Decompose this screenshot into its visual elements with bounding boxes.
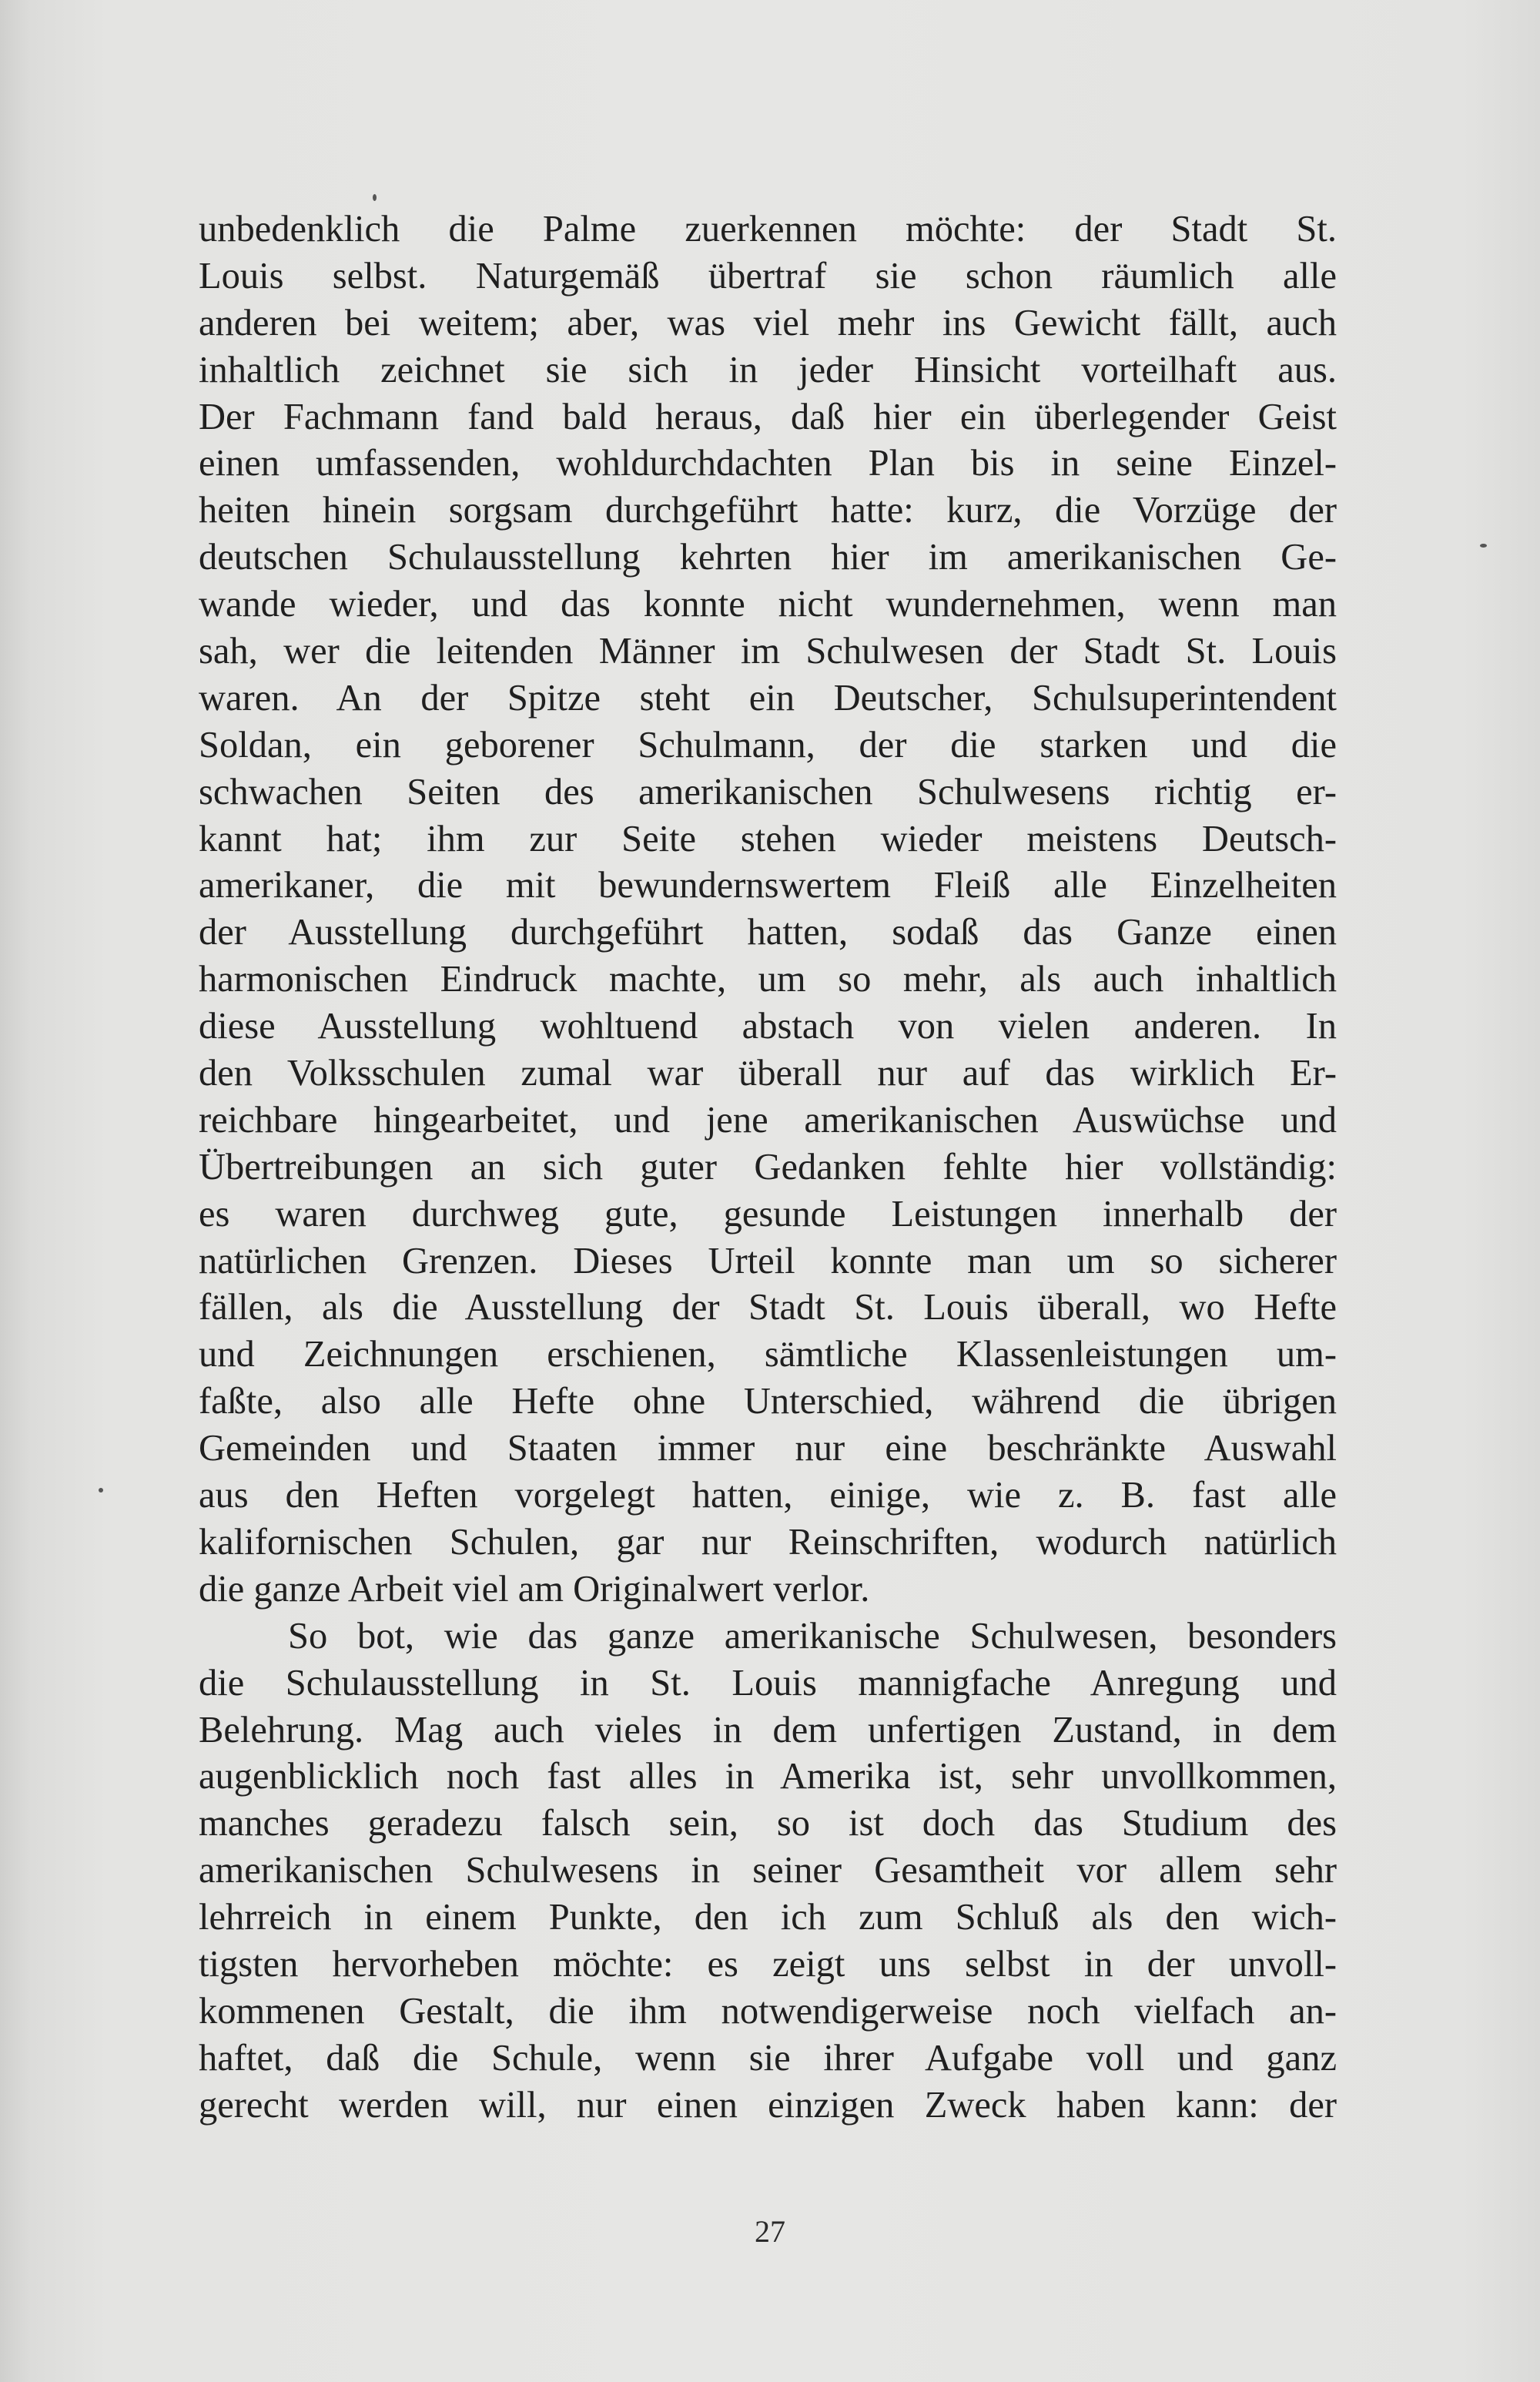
text-line: sah, wer die leitenden Männer im Schulwesen der Stadt St. Louis [199,631,1337,672]
text-line: tigsten hervorheben möchte: es zeigt uns selbst in der unvoll- [199,1943,1337,1985]
text-line: So bot, wie das ganze amerikanische Schulwesen, besonders [288,1615,1337,1657]
text-line: der Ausstellung durchgeführt hatten, sodaß das Ganze einen [199,912,1337,953]
text-line: reichbare hingearbeitet, und jene amerikanischen Auswüchse und [199,1099,1337,1141]
text-line: faßte, also alle Hefte ohne Unterschied, während die übrigen [199,1381,1337,1422]
text-line: lehrreich in einem Punkte, den ich zum Schluß als den wich- [199,1897,1337,1938]
paragraph-1 [199,206,1337,1613]
text-line: aus den Heften vorgelegt hatten, einige, wie z. B. fast alle [199,1475,1337,1516]
text-line: deutschen Schulausstellung kehrten hier im amerikanischen Ge- [199,537,1337,578]
text-line: amerikaner, die mit bewundernswertem Fleiß alle Einzelheiten [199,865,1337,906]
text-line: natürlichen Grenzen. Dieses Urteil konnte man um so sicherer [199,1240,1337,1281]
text-line: diese Ausstellung wohltuend abstach von vielen anderen. In [199,1006,1337,1047]
text-line: augenblicklich noch fast alles in Amerika ist, sehr unvollkommen, [199,1756,1337,1797]
text-line: kannt hat; ihm zur Seite stehen wieder meistens Deutsch- [199,818,1337,859]
text-line: anderen bei weitem; aber, was viel mehr ins Gewicht fällt, auch [199,302,1337,343]
text-line: wande wieder, und das konnte nicht wundernehmen, wenn man [199,584,1337,625]
text-line: es waren durchweg gute, gesunde Leistungen innerhalb der [199,1193,1337,1235]
text-line: gerecht werden will, nur einen einzigen Zweck haben kann: der [199,2084,1337,2126]
text-line: Belehrung. Mag auch vieles in dem unfertigen Zustand, in dem [199,1709,1337,1750]
text-line: Gemeinden und Staaten immer nur eine beschränkte Auswahl [199,1428,1337,1469]
text-line: fällen, als die Ausstellung der Stadt St. Louis überall, wo Hefte [199,1287,1337,1328]
text-line: Louis selbst. Naturgemäß übertraf sie schon räumlich alle [199,255,1337,296]
text-line: und Zeichnungen erschienen, sämtliche Klassenleistungen um- [199,1334,1337,1375]
text-line: heiten hinein sorgsam durchgeführt hatte: kurz, die Vorzüge der [199,490,1337,531]
text-line: kommenen Gestalt, die ihm notwendigerweise noch vielfach an- [199,1990,1337,2032]
paragraph-2 [199,1613,1337,2129]
text-line: manches geradezu falsch sein, so ist doch das Studium des [199,1803,1337,1844]
print-speck [1480,544,1487,548]
text-line: Übertreibungen an sich guter Gedanken fehlte hier vollständig: [199,1146,1337,1188]
text-line: die ganze Arbeit viel am Originalwert verlor. [199,1568,870,1610]
page-number: 27 [755,2214,785,2249]
print-speck [373,194,377,201]
text-line: Der Fachmann fand bald heraus, daß hier ein überlegender Geist [199,396,1337,437]
text-line: amerikanischen Schulwesens in seiner Gesamtheit vor allem sehr [199,1850,1337,1891]
text-line: kalifornischen Schulen, gar nur Reinschriften, wodurch natürlich [199,1521,1337,1563]
body-text [199,206,1337,2129]
print-speck [99,1488,103,1493]
text-line: einen umfassenden, wohldurchdachten Plan bis in seine Einzel- [199,443,1337,484]
text-line: haftet, daß die Schule, wenn sie ihrer Aufgabe voll und ganz [199,2037,1337,2079]
text-line: Soldan, ein geborener Schulmann, der die starken und die [199,724,1337,766]
text-line: die Schulausstellung in St. Louis mannigfache Anregung und [199,1662,1337,1704]
text-line: harmonischen Eindruck machte, um so mehr, als auch inhaltlich [199,959,1337,1000]
text-line: unbedenklich die Palme zuerkennen möchte: der Stadt St. [199,209,1337,250]
text-line: schwachen Seiten des amerikanischen Schulwesens richtig er- [199,771,1337,812]
text-line: den Volksschulen zumal war überall nur auf das wirklich Er- [199,1053,1337,1094]
text-line: inhaltlich zeichnet sie sich in jeder Hinsicht vorteilhaft aus. [199,349,1337,390]
text-line: waren. An der Spitze steht ein Deutscher, Schulsuperintendent [199,677,1337,719]
